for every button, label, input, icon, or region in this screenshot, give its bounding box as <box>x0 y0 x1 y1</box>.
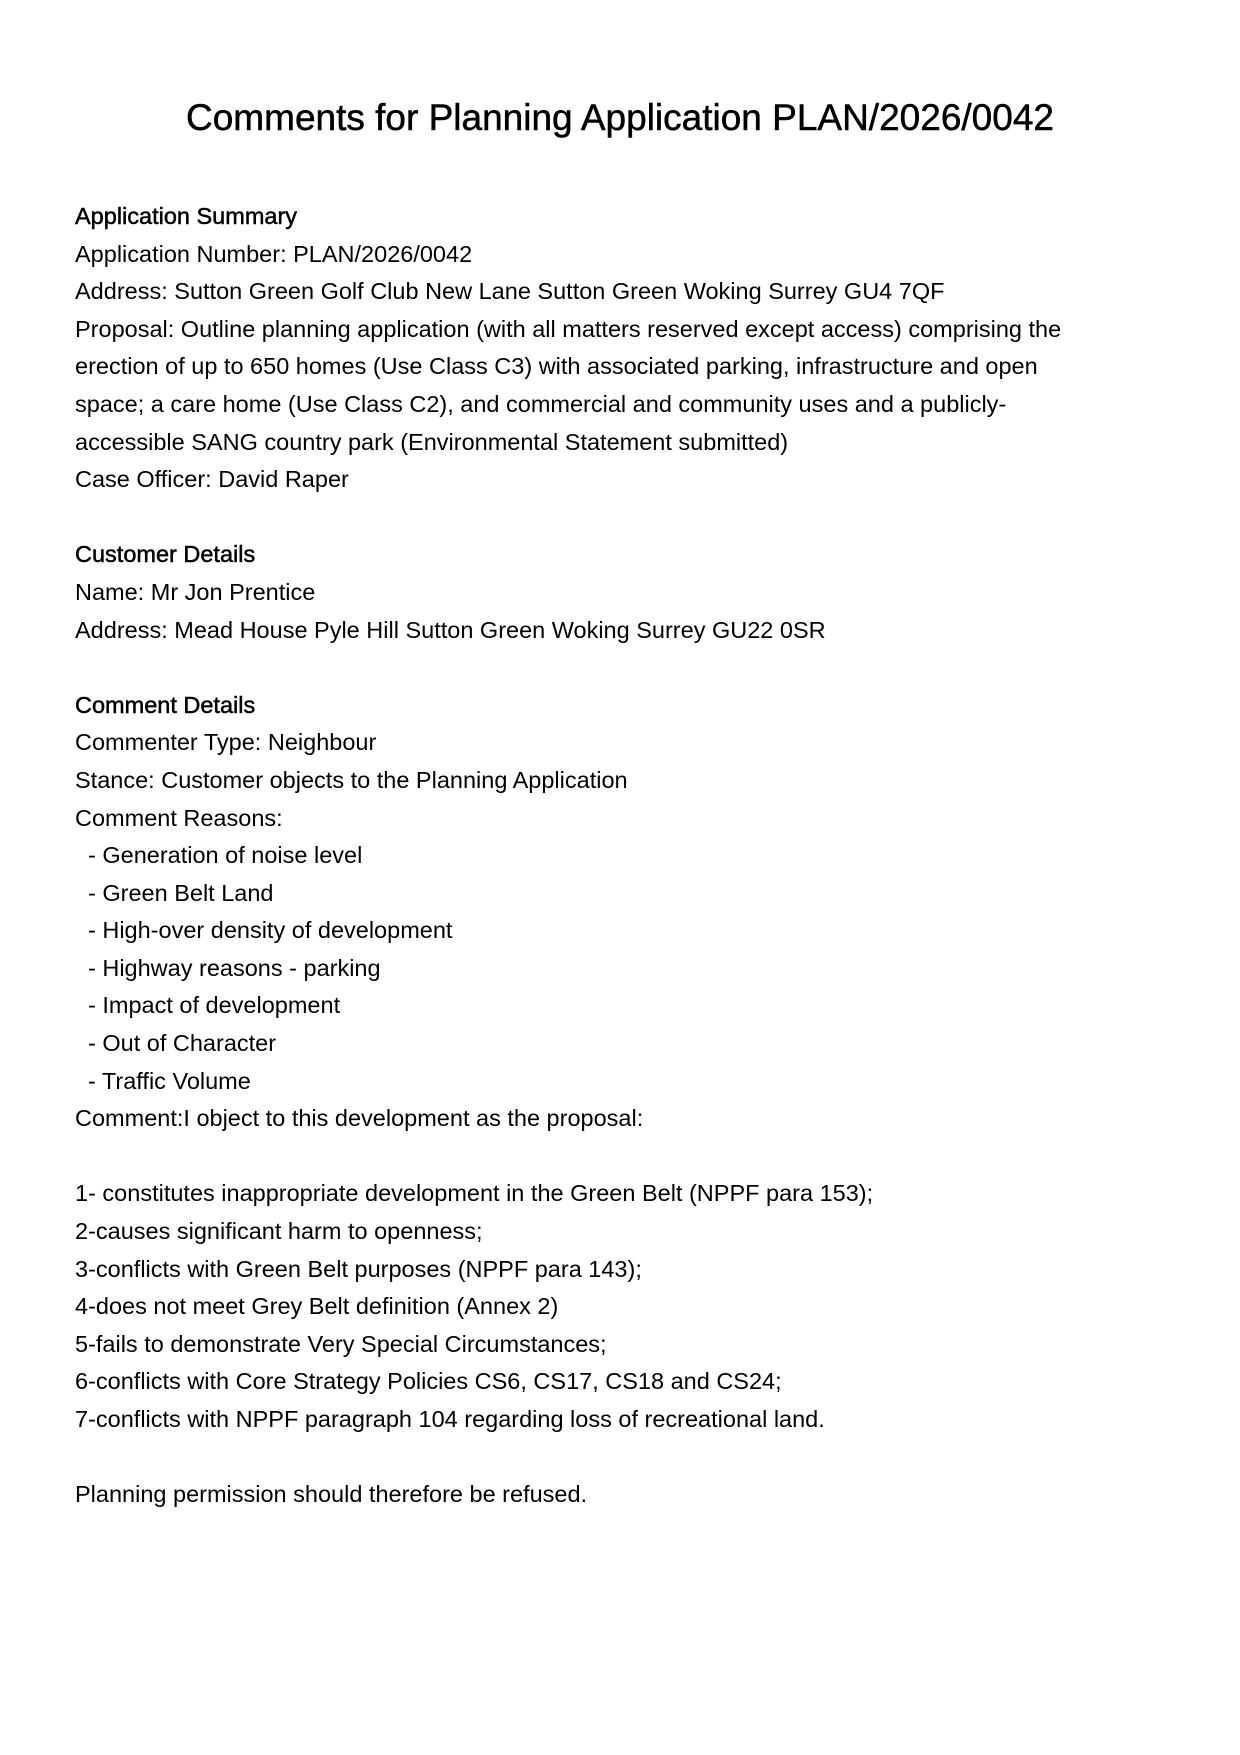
comment-reason-item: - Green Belt Land <box>88 879 274 906</box>
page-title: Comments for Planning Application PLAN/2026/0042 <box>186 97 1054 138</box>
comment-reason-item: - Highway reasons - parking <box>88 954 381 981</box>
customer-address: Address: Mead House Pyle Hill Sutton Green Woking Surrey GU22 0SR <box>75 616 826 643</box>
objection-point: 4-does not meet Grey Belt definition (Annex 2) <box>75 1293 559 1320</box>
comment-reason-item: - Generation of noise level <box>88 842 363 869</box>
comment-details-heading: Comment Details <box>75 691 256 718</box>
proposal-line: erection of up to 650 homes (Use Class C3) with associated parking, infrastructure and open <box>75 353 1038 380</box>
application-number: Application Number: PLAN/2026/0042 <box>75 240 473 267</box>
commenter-type: Commenter Type: Neighbour <box>75 729 377 756</box>
objection-point: 5-fails to demonstrate Very Special Circumstances; <box>75 1330 607 1357</box>
comment-conclusion: Planning permission should therefore be refused. <box>75 1481 588 1508</box>
customer-details-section <box>75 536 1175 649</box>
application-address: Address: Sutton Green Golf Club New Lane Sutton Green Woking Surrey GU4 7QF <box>75 278 945 305</box>
section-spacer <box>75 499 1175 537</box>
proposal-line: space; a care home (Use Class C2), and commercial and community uses and a publicly- <box>75 390 1007 417</box>
customer-name: Name: Mr Jon Prentice <box>75 578 316 605</box>
comment-reasons-label: Comment Reasons: <box>75 804 283 831</box>
paragraph-spacer <box>75 1138 1175 1176</box>
objection-point: 2-causes significant harm to openness; <box>75 1218 483 1245</box>
comment-reason-item: - Traffic Volume <box>88 1067 251 1094</box>
proposal-line: Proposal: Outline planning application (with all matters reserved except access) comprising the <box>75 315 1062 342</box>
comment-intro: Comment:I object to this development as the proposal: <box>75 1105 644 1132</box>
paragraph-spacer <box>75 1439 1175 1477</box>
objection-point: 7-conflicts with NPPF paragraph 104 regarding loss of recreational land. <box>75 1406 825 1432</box>
objection-point: 1- constitutes inappropriate development in the Green Belt (NPPF para 153); <box>75 1180 874 1207</box>
customer-details-heading: Customer Details <box>75 541 256 568</box>
case-officer: Case Officer: David Raper <box>75 466 349 493</box>
objection-point: 3-conflicts with Green Belt purposes (NPPF para 143); <box>75 1255 642 1282</box>
proposal-line: accessible SANG country park (Environmental Statement submitted) <box>75 428 789 455</box>
objection-point: 6-conflicts with Core Strategy Policies CS6, CS17, CS18 and CS24; <box>75 1368 782 1395</box>
application-summary-heading: Application Summary <box>75 203 298 229</box>
document-body <box>75 198 1175 1514</box>
application-summary-section <box>75 198 1175 499</box>
section-spacer <box>75 649 1175 687</box>
comment-reason-item: - Impact of development <box>88 992 341 1019</box>
stance: Stance: Customer objects to the Planning Application <box>75 766 628 793</box>
comment-details-section <box>75 687 1175 1514</box>
comment-reason-item: - Out of Character <box>88 1030 277 1057</box>
comment-reason-item: - High-over density of development <box>88 917 453 944</box>
